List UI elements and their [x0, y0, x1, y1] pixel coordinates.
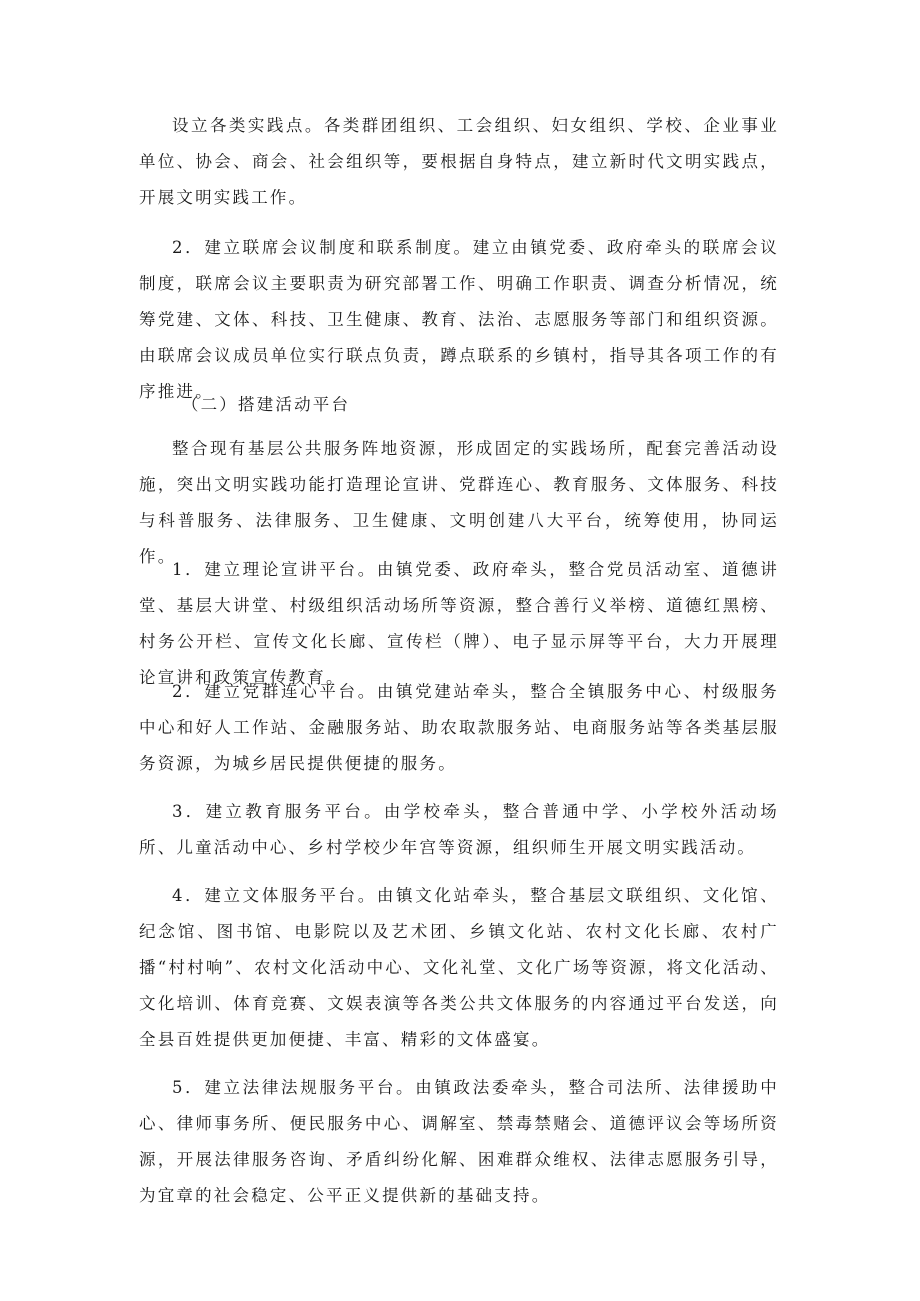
- paragraph-practice-points: 设立各类实践点。各类群团组织、工会组织、妇女组织、学校、企业事业单位、协会、商会、社会组织等，要根据自身特点，建立新时代文明实践点，开展文明实践工作。: [139, 116, 779, 207]
- paragraph-culture-sports-platform: 4．建立文体服务平台。由镇文化站牵头，整合基层文联组织、文化馆、纪念馆、图书馆、电影院以及艺术团、乡镇文化站、农村文化长廊、农村广播“村村响”、农村文化活动中心、文化礼堂、文化广场等资源，将文化活动、文化培训、体育竞赛、文娱表演等各类公共文体服务的内容通过平台发送，向全县百姓提供更加便捷、丰富、精彩的文体盛宴。: [139, 886, 779, 1049]
- paragraph-legal-platform: 5．建立法律法规服务平台。由镇政法委牵头，整合司法所、法律援助中心、律师事务所、便民服务中心、调解室、禁毒禁赌会、道德评议会等场所资源，开展法律服务咨询、矛盾纠纷化解、困难群众维权、法律志愿服务引导，为宜章的社会稳定、公平正义提供新的基础支持。: [139, 1078, 779, 1205]
- paragraph-theory-platform: 1．建立理论宣讲平台。由镇党委、政府牵头，整合党员活动室、道德讲堂、基层大讲堂、村级组织活动场所等资源，整合善行义举榜、道德红黑榜、村务公开栏、宣传文化长廊、宣传栏（牌）、电子显示屏等平台，大力开展理论宣讲和政策宣传教育。: [139, 560, 779, 687]
- paragraph-platform-overview: 整合现有基层公共服务阵地资源，形成固定的实践场所，配套完善活动设施，突出文明实践功能打造理论宣讲、党群连心、教育服务、文体服务、科技与科普服务、法律服务、卫生健康、文明创建八大平台，统筹使用，协同运作。: [139, 439, 779, 566]
- paragraph-party-mass-platform: 2．建立党群连心平台。由镇党建站牵头，整合全镇服务中心、村级服务中心和好人工作站、金融服务站、助农取款服务站、电商服务站等各类基层服务资源，为城乡居民提供便捷的服务。: [139, 682, 779, 773]
- paragraph-education-platform: 3．建立教育服务平台。由学校牵头，整合普通中学、小学校外活动场所、儿童活动中心、乡村学校少年宫等资源，组织师生开展文明实践活动。: [139, 802, 779, 857]
- paragraph-joint-meeting-system: 2．建立联席会议制度和联系制度。建立由镇党委、政府牵头的联席会议制度，联席会议主要职责为研究部署工作、明确工作职责、调查分析情况，统筹党建、文体、科技、卫生健康、教育、法治、志愿服务等部门和组织资源。由联席会议成员单位实行联点负责，蹲点联系的乡镇村，指导其各项工作的有序推进。: [139, 238, 779, 401]
- section-heading-activity-platform: （二）搭建活动平台: [181, 395, 351, 414]
